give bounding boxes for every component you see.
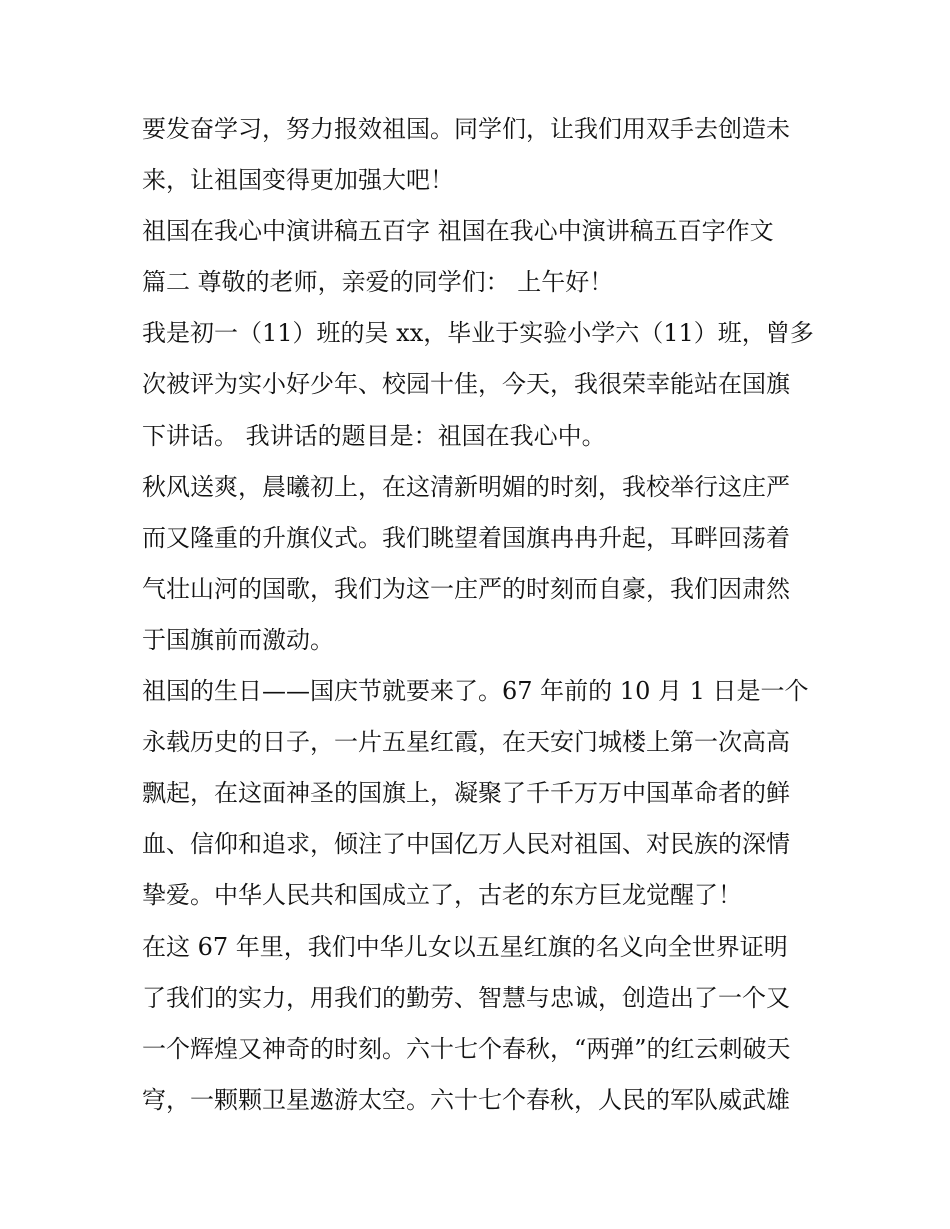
text-line: 于国旗前而激动。 [142,625,334,654]
document-body [142,104,822,1126]
text-line: 在这 67 年里，我们中华儿女以五星红旗的名义向全世界证明 [142,932,788,961]
text-line: 一个辉煌又神奇的时刻。六十七个春秋，“两弹”的红云刺破天 [142,1034,791,1063]
text-line: 下讲话。 我讲话的题目是：祖国在我心中。 [142,421,606,450]
text-line: 飘起，在这面神圣的国旗上，凝聚了千千万万中国革命者的鲜 [142,779,790,808]
text-line: 而又隆重的升旗仪式。我们眺望着国旗冉冉升起，耳畔回荡着 [142,523,790,552]
text-line: 祖国在我心中演讲稿五百字 祖国在我心中演讲稿五百字作文 [142,217,774,246]
text-line: 要发奋学习，努力报效祖国。同学们，让我们用双手去创造未 [142,115,790,143]
text-line: 次被评为实小好少年、校园十佳，今天，我很荣幸能站在国旗 [142,370,790,399]
text-line: 血、信仰和追求，倾注了中国亿万人民对祖国、对民族的深情 [142,830,790,859]
text-line: 气壮山河的国歌，我们为这一庄严的时刻而自豪，我们因肃然 [142,574,790,603]
text-line: 穹，一颗颗卫星遨游太空。六十七个春秋，人民的军队威武雄 [142,1085,790,1114]
text-line: 来，让祖国变得更加强大吧！ [142,166,454,195]
text-line: 篇二 尊敬的老师，亲爱的同学们： 上午好！ [142,268,614,297]
text-line: 祖国的生日——国庆节就要来了。67 年前的 10 月 1 日是一个 [142,677,809,706]
text-line: 我是初一（11）班的吴 xx，毕业于实验小学六（11）班，曾多 [142,319,814,348]
text-line: 秋风送爽，晨曦初上，在这清新明媚的时刻，我校举行这庄严 [142,472,790,501]
text-line: 挚爱。中华人民共和国成立了，古老的东方巨龙觉醒了！ [142,881,742,910]
text-line: 永载历史的日子，一片五星红霞，在天安门城楼上第一次高高 [142,728,790,757]
text-line: 了我们的实力，用我们的勤劳、智慧与忠诚，创造出了一个又 [142,983,790,1012]
